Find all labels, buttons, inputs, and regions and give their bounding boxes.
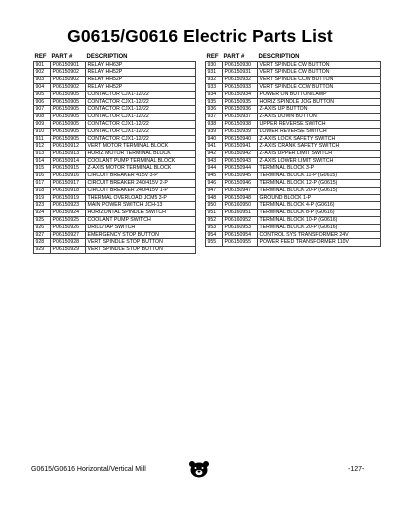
part-number-cell: P06150919	[51, 195, 86, 202]
bear-logo-icon	[188, 460, 210, 478]
ref-cell: 952	[206, 217, 223, 224]
table-row	[206, 84, 381, 91]
ref-cell: 937	[206, 113, 223, 120]
table-row	[34, 187, 196, 194]
ref-cell: 933	[206, 84, 223, 91]
ref-cell: 938	[206, 121, 223, 128]
description-cell: CONTACTOR CJX1-12/22	[86, 113, 196, 120]
part-number-cell: P06150928	[51, 239, 86, 246]
ref-cell: 907	[34, 106, 51, 113]
description-header: DESCRIPTION	[86, 54, 128, 60]
description-cell: TERMINAL BLOCK 12-P (G0615)	[258, 180, 381, 187]
part-number-cell: P06150933	[223, 84, 258, 91]
part-number-cell: P06150902	[51, 84, 86, 91]
part-header: PART #	[223, 54, 245, 60]
description-cell: TERMINAL BLOCK 3-P	[258, 165, 381, 172]
ref-cell: 939	[206, 128, 223, 135]
table-row	[206, 172, 381, 179]
table-row	[206, 69, 381, 76]
description-cell: TERMINAL BLOCK 20-P (G0616)	[258, 224, 381, 231]
footer-model: G0615/G0616 Horizontal/Vertical Mill	[31, 466, 146, 473]
ref-cell: 948	[206, 195, 223, 202]
table-row	[34, 91, 196, 98]
table-row	[34, 106, 196, 113]
table-row	[206, 150, 381, 157]
description-cell: Z-AXIS DOWN BUTTON	[258, 113, 381, 120]
description-cell: TERMINAL BLOCK 20-P (G0615)	[258, 187, 381, 194]
table-header	[206, 53, 381, 62]
ref-cell: 954	[206, 231, 223, 238]
part-number-cell: P06150930	[223, 62, 258, 69]
part-number-cell: P06150905	[51, 91, 86, 98]
description-cell: CIRCUIT BREAKER 415V 3-P	[86, 172, 196, 179]
description-cell: HORIZ MOTOR TERMINAL BLOCK	[86, 150, 196, 157]
description-cell: POWER ON BUTTON/LAMP	[258, 91, 381, 98]
part-number-cell: P06150940	[223, 135, 258, 142]
part-number-cell: P06150918	[51, 187, 86, 194]
ref-cell: 927	[34, 231, 51, 238]
description-cell: CONTROL SYS TRANSFORMER 24V	[258, 231, 381, 238]
parts-table-right	[205, 53, 381, 247]
description-cell: RELAY HH52P	[86, 69, 196, 76]
table-row	[34, 246, 196, 253]
description-cell: UPPER REVERSE SWITCH	[258, 121, 381, 128]
ref-cell: 918	[34, 187, 51, 194]
page-number: -127-	[348, 466, 365, 473]
description-cell: VERT SPINDLE CCW BUTTON	[258, 76, 381, 83]
description-cell: Z-AXIS UP BUTTON	[258, 106, 381, 113]
ref-cell: 919	[34, 195, 51, 202]
part-number-cell: P06150913	[51, 150, 86, 157]
ref-cell: 936	[206, 106, 223, 113]
description-cell: TERMINAL BLOCK 10-P (G0616)	[258, 217, 381, 224]
ref-cell: 917	[34, 180, 51, 187]
ref-cell: 941	[206, 143, 223, 150]
part-number-cell: P06150941	[223, 143, 258, 150]
parts-table-left	[33, 53, 196, 254]
table-row	[206, 202, 381, 209]
table-row	[34, 172, 196, 179]
table-row	[206, 195, 381, 202]
description-cell: LOWER REVERSE SWITCH	[258, 128, 381, 135]
table-row	[34, 135, 196, 142]
ref-cell: 908	[34, 113, 51, 120]
ref-cell: 951	[206, 209, 223, 216]
table-row	[206, 187, 381, 194]
ref-cell: 924	[34, 209, 51, 216]
part-number-cell: P06150929	[51, 246, 86, 253]
table-row	[34, 121, 196, 128]
table-row	[206, 91, 381, 98]
description-cell: VERT SPINDLE CW BUTTON	[258, 62, 381, 69]
description-cell: RELAY HH52P	[86, 76, 196, 83]
part-number-cell: P06150938	[223, 121, 258, 128]
page-title: G0615/G0616 Electric Parts List	[67, 26, 333, 46]
description-cell: COOLANT PUMP TERMINAL BLOCK	[86, 158, 196, 165]
part-number-cell: P06150902	[51, 76, 86, 83]
ref-cell: 930	[206, 62, 223, 69]
part-number-cell: P06150955	[223, 239, 258, 246]
table-row	[34, 231, 196, 238]
ref-cell: 942	[206, 150, 223, 157]
table-row	[206, 217, 381, 224]
ref-cell: 904	[34, 84, 51, 91]
table-row	[206, 209, 381, 216]
table-row	[34, 224, 196, 231]
description-cell: MAIN POWER SWITCH JCH-13	[86, 202, 196, 209]
ref-cell: 934	[206, 91, 223, 98]
part-number-cell: P06160951	[223, 209, 258, 216]
description-cell: VERT MOTOR TERMINAL BLOCK	[86, 143, 196, 150]
part-number-cell: P06150915	[51, 165, 86, 172]
part-number-cell: P06150936	[223, 106, 258, 113]
part-number-cell: P06150905	[51, 113, 86, 120]
part-number-cell: P06150942	[223, 150, 258, 157]
ref-cell: 955	[206, 239, 223, 246]
table-row	[206, 165, 381, 172]
part-number-cell: P06150947	[223, 187, 258, 194]
table-row	[34, 180, 196, 187]
part-number-cell: P06150935	[223, 98, 258, 105]
table-row	[34, 158, 196, 165]
description-cell: GROUND BLOCK 1-P	[258, 195, 381, 202]
ref-cell: 953	[206, 224, 223, 231]
ref-cell: 931	[206, 69, 223, 76]
table-row	[34, 165, 196, 172]
part-number-cell: P06150905	[51, 121, 86, 128]
part-header: PART #	[51, 54, 73, 60]
part-number-cell: P06150946	[223, 180, 258, 187]
table-row	[34, 202, 196, 209]
description-cell: THERMAL OVERLOAD JCM5 3-P	[86, 195, 196, 202]
part-number-cell: P06150914	[51, 158, 86, 165]
ref-cell: 910	[34, 128, 51, 135]
table-row	[34, 217, 196, 224]
part-number-cell: P06160950	[223, 202, 258, 209]
part-number-cell: P06150905	[51, 98, 86, 105]
ref-cell: 914	[34, 158, 51, 165]
description-cell: DRILL/TAP SWITCH	[86, 224, 196, 231]
part-number-cell: P06150912	[51, 143, 86, 150]
description-cell: EMERGENCY STOP BUTTON	[86, 231, 196, 238]
description-cell: VERT SPINDLE STOP BUTTON	[86, 239, 196, 246]
ref-cell: 903	[34, 76, 51, 83]
description-cell: CIRCUIT BREAKER 240/415V 1-P	[86, 187, 196, 194]
description-cell: Z-AXIS LOWER LIMIT SWITCH	[258, 158, 381, 165]
ref-cell: 915	[34, 165, 51, 172]
description-cell: RELAY HH63P	[86, 62, 196, 69]
table-row	[34, 128, 196, 135]
table-row	[206, 62, 381, 69]
table-row	[34, 113, 196, 120]
part-number-cell: P06150905	[51, 128, 86, 135]
ref-cell: 905	[34, 91, 51, 98]
table-row	[34, 69, 196, 76]
description-cell: HORIZ SPINDLE JOG BUTTON	[258, 98, 381, 105]
description-cell: Z-AXIS UPPER LIMIT SWITCH	[258, 150, 381, 157]
part-number-cell: P06150937	[223, 113, 258, 120]
table-row	[206, 98, 381, 105]
description-cell: Z-AXIS CRANK SAFETY SWITCH	[258, 143, 381, 150]
description-cell: TERMINAL BLOCK 11-P (G0615)	[258, 172, 381, 179]
part-number-cell: P06150926	[51, 224, 86, 231]
ref-cell: 923	[34, 202, 51, 209]
part-number-cell: P06160952	[223, 217, 258, 224]
description-cell: HORIZONTAL SPINDLE SWITCH	[86, 209, 196, 216]
part-number-cell: P06150932	[223, 76, 258, 83]
table-row	[206, 128, 381, 135]
table-row	[34, 195, 196, 202]
part-number-cell: P06150944	[223, 165, 258, 172]
ref-cell: 925	[34, 217, 51, 224]
table-row	[206, 158, 381, 165]
ref-cell: 928	[34, 239, 51, 246]
part-number-cell: P06150931	[223, 69, 258, 76]
table-row	[34, 150, 196, 157]
part-number-cell: P06150925	[51, 217, 86, 224]
table-row	[206, 239, 381, 246]
table-row	[34, 76, 196, 83]
description-cell: TERMINAL BLOCK 8-P (G0616)	[258, 209, 381, 216]
table-row	[206, 76, 381, 83]
description-cell: POWER FEED TRANSFORMER 110V	[258, 239, 381, 246]
ref-cell: 901	[34, 62, 51, 69]
part-number-cell: P06150943	[223, 158, 258, 165]
description-cell: Z-AXIS LOCK SAFETY SWITCH	[258, 135, 381, 142]
part-number-cell: P06150916	[51, 172, 86, 179]
table-row	[206, 121, 381, 128]
ref-cell: 940	[206, 135, 223, 142]
description-cell: VERT SPINDLE CCW BUTTON	[258, 84, 381, 91]
part-number-cell: P06150954	[223, 231, 258, 238]
ref-cell: 950	[206, 202, 223, 209]
part-number-cell: P06150902	[51, 69, 86, 76]
ref-cell: 947	[206, 187, 223, 194]
part-number-cell: P06150905	[51, 135, 86, 142]
description-cell: CONTACTOR CJX1-12/22	[86, 128, 196, 135]
description-cell: VERT SPINDLE STOP BUTTON	[86, 246, 196, 253]
ref-cell: 944	[206, 165, 223, 172]
table-row	[34, 239, 196, 246]
description-cell: CONTACTOR CJX1-12/22	[86, 121, 196, 128]
ref-header: REF	[206, 54, 219, 60]
description-cell: CIRCUIT BREAKER 240/415V 2-P	[86, 180, 196, 187]
ref-cell: 946	[206, 180, 223, 187]
description-cell: CONTACTOR CJX1-12/22	[86, 98, 196, 105]
ref-cell: 945	[206, 172, 223, 179]
part-number-cell: P06150948	[223, 195, 258, 202]
ref-cell: 913	[34, 150, 51, 157]
part-number-cell: P06150905	[51, 106, 86, 113]
part-number-cell: P06150924	[51, 209, 86, 216]
description-cell: CONTACTOR CJX1-12/22	[86, 135, 196, 142]
part-number-cell: P06150939	[223, 128, 258, 135]
table-row	[206, 180, 381, 187]
table-row	[206, 224, 381, 231]
description-cell: Z-AXIS MOTOR TERMINAL BLOCK	[86, 165, 196, 172]
table-row	[206, 113, 381, 120]
description-cell: TERMINAL BLOCK 4-P (G0616)	[258, 202, 381, 209]
part-number-cell: P06150917	[51, 180, 86, 187]
part-number-cell: P06150927	[51, 231, 86, 238]
part-number-cell: P06150923	[51, 202, 86, 209]
ref-cell: 943	[206, 158, 223, 165]
table-row	[206, 106, 381, 113]
table-row	[34, 98, 196, 105]
ref-cell: 912	[34, 143, 51, 150]
ref-cell: 932	[206, 76, 223, 83]
description-cell: CONTACTOR CJX1-12/22	[86, 106, 196, 113]
ref-cell: 909	[34, 121, 51, 128]
table-row	[34, 62, 196, 69]
ref-cell: 906	[34, 98, 51, 105]
table-row	[34, 143, 196, 150]
description-cell: RELAY HH52P	[86, 84, 196, 91]
part-number-cell: P06160953	[223, 224, 258, 231]
ref-cell: 926	[34, 224, 51, 231]
table-row	[34, 84, 196, 91]
ref-cell: 929	[34, 246, 51, 253]
ref-cell: 902	[34, 69, 51, 76]
description-cell: VERT SPINDLE CW BUTTON	[258, 69, 381, 76]
part-number-cell: P06150934	[223, 91, 258, 98]
table-header	[34, 53, 196, 62]
table-row	[34, 209, 196, 216]
ref-header: REF	[34, 54, 47, 60]
ref-cell: 935	[206, 98, 223, 105]
ref-cell: 916	[34, 172, 51, 179]
ref-cell: 911	[34, 135, 51, 142]
description-cell: CONTACTOR CJX1-12/22	[86, 91, 196, 98]
part-number-cell: P06150901	[51, 62, 86, 69]
description-header: DESCRIPTION	[258, 54, 300, 60]
table-row	[206, 143, 381, 150]
table-row	[206, 231, 381, 238]
table-row	[206, 135, 381, 142]
description-cell: COOLANT PUMP SWITCH	[86, 217, 196, 224]
part-number-cell: P06150945	[223, 172, 258, 179]
